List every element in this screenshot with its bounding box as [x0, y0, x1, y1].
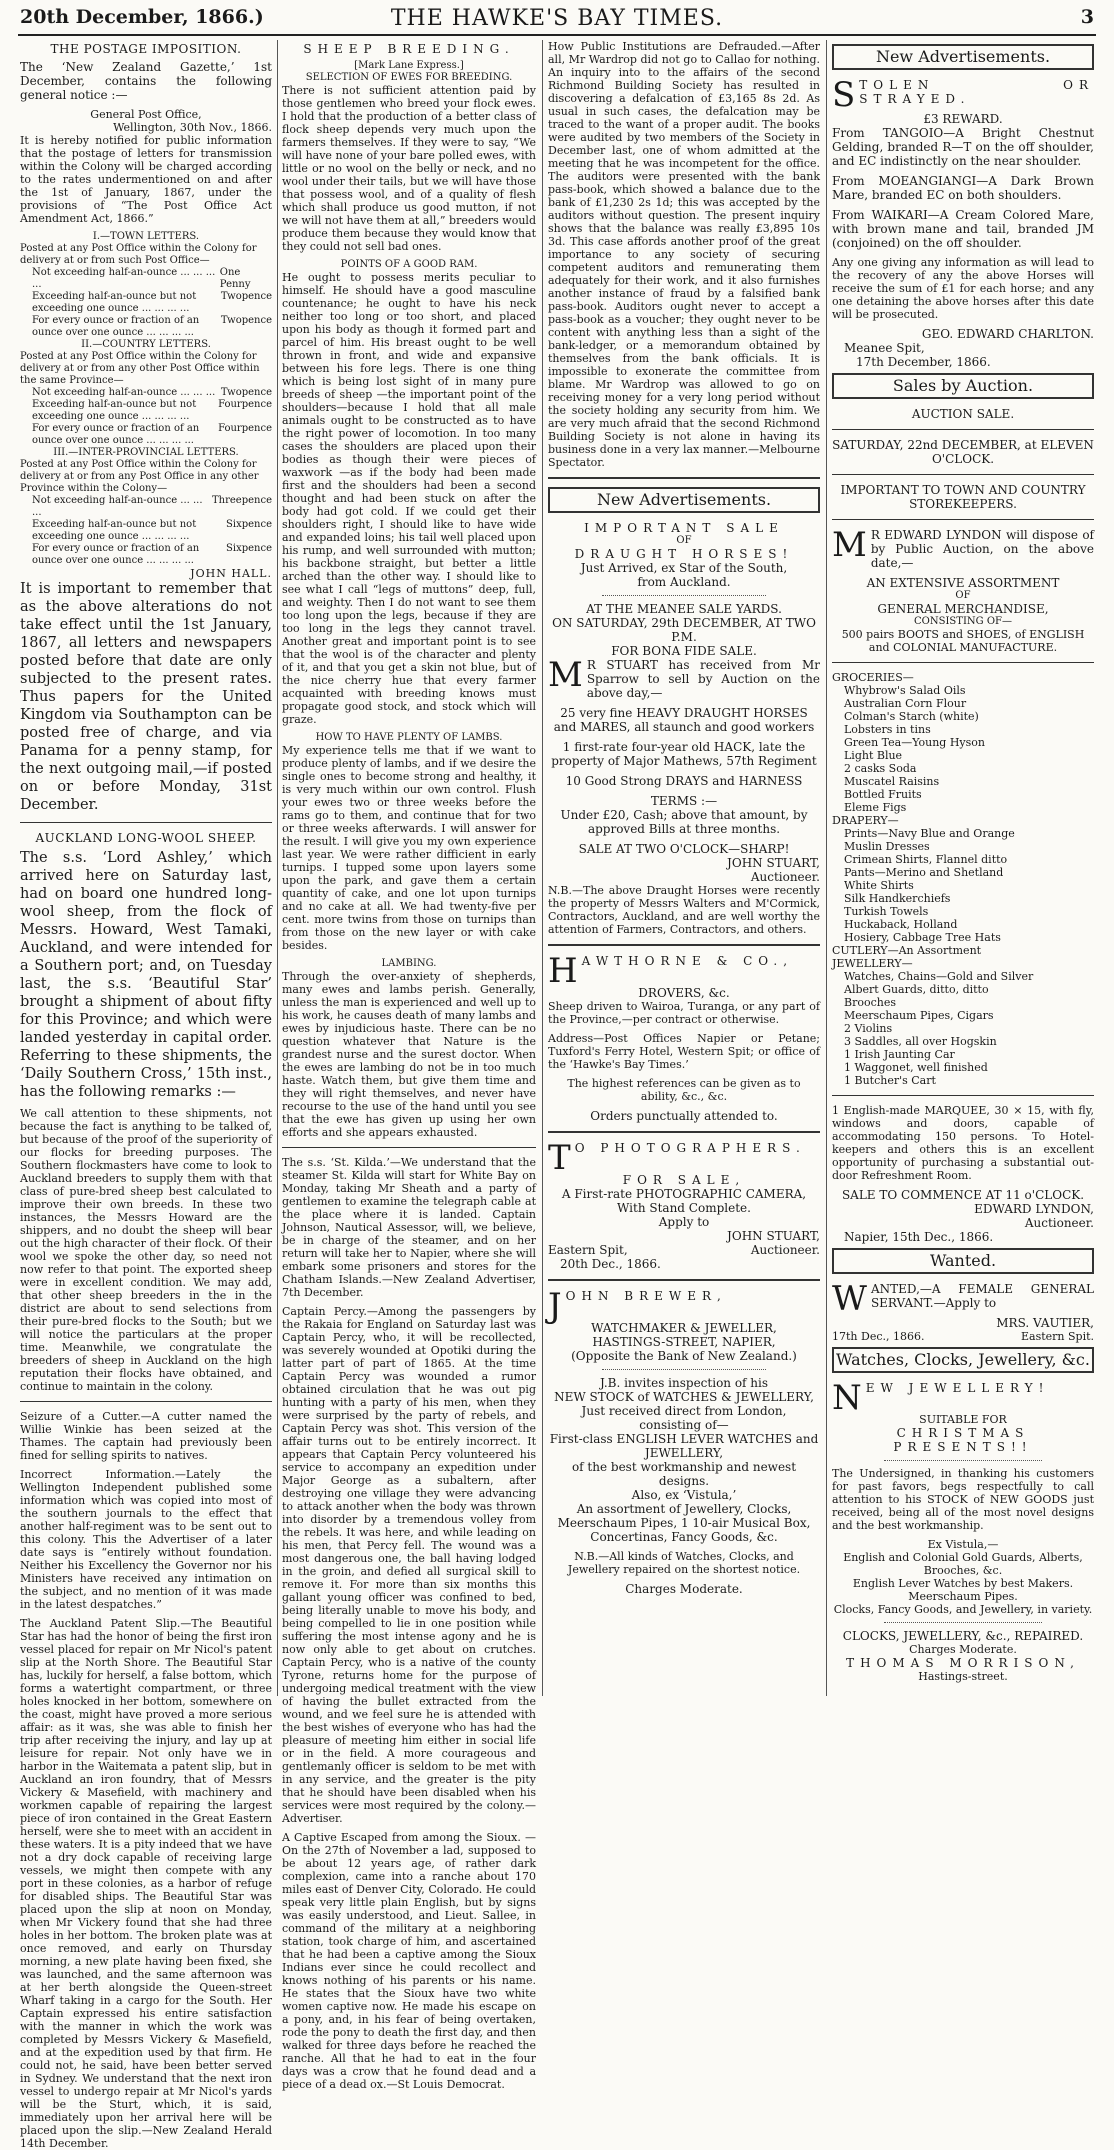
rate-price: Fourpence: [218, 423, 272, 434]
article-heading: AUCKLAND LONG-WOOL SHEEP.: [35, 831, 257, 845]
ad-text: Just received direct from London,: [581, 1404, 787, 1418]
ad-title: DRAUGHT HORSES!: [574, 547, 794, 561]
rate-row: [20, 399, 272, 423]
article-subheading: HOW TO HAVE PLENTY OF LAMBS.: [315, 732, 503, 743]
ad-text: AT THE MEANEE SALE YARDS.: [586, 602, 782, 616]
column-2: [282, 40, 536, 2091]
drop-cap: S: [832, 75, 856, 115]
ad-title: O PHOTOGRAPHERS.: [574, 1141, 806, 1155]
list-item: Crimean Shirts, Flannel ditto: [844, 853, 1008, 866]
ad-text: FOR SALE,: [622, 1173, 746, 1187]
ad-text: Sheep driven to Wairoa, Turanga, or any part of the Province,—per contract or otherwise.: [548, 1000, 820, 1026]
list-item: Watches, Chains—Gold and Silver: [844, 970, 1034, 983]
list-item: Eleme Figs: [844, 801, 907, 814]
newspaper-title: THE HAWKE'S BAY TIMES.: [390, 6, 724, 31]
column-3: [548, 40, 820, 1696]
divider: [884, 1460, 1041, 1461]
ad-signature: THOMAS MORRISON,: [846, 1656, 1080, 1670]
column-divider: [277, 40, 278, 1696]
advertisement-wanted: [832, 1279, 1094, 1343]
rate-label: For every ounce or fraction of an ounce over one ounce ... ... ... ...: [32, 543, 200, 566]
ad-text: The Undersigned, in thanking his customers for past favors, begs respectfully to call attention to his STOCK of NEW GOODS just received, being all of the most novel designs and the best workmanship.: [832, 1467, 1094, 1532]
notice-office: General Post Office,: [90, 108, 202, 121]
list-item: Hosiery, Cabbage Tree Hats: [844, 931, 1001, 944]
section-heading: New Advertisements.: [832, 44, 1094, 70]
ad-text: Clocks, Fancy Goods, and Jewellery, in variety.: [833, 1603, 1093, 1616]
ad-text: of the best workmanship and newest designs.: [571, 1460, 797, 1488]
rate-row: [20, 423, 272, 447]
drop-cap: M: [832, 525, 867, 565]
rate-row: [20, 267, 272, 291]
ad-text: Eastern Spit,: [548, 1243, 628, 1257]
article-paragraph: He ought to possess merits peculiar to himself. He should have a good masculine countenance; he ought to have his neck neither too long or too short, and placed upon his body as though it formed part and parcel of him. His breast ought to be well thrown in front, and wide and expansive between his fore legs. There is one thing which is being lost sight of in many pure breeds of sheep —the important point of the shoulders—because I hold that all male animals ought to be constructed as to have the right power of locomotion. In too many cases the shoulders are placed upon their bodies as though their were pieces of waxwork —as if the body had been made first and the shoulders had been a second thought and had been stuck on after the body had got cold. If we could get their shoulders right, I should like to have wide and expanded loins; his tail well placed upon his rump, and well surrounded with mutton; his backbone straight, but better a little arched than the other way. I should like to see what I call “legs of muttons” deep, full, and weighty. Then I do not want to see them too long upon the legs, because if they are too long in the legs they cannot travel. Another great and important point is to see that the wool is of the character and plenty of it, and that you get a skin not blue, but of the nice cherry hue that every farmer acquainted with breeding knows must propagate good stock, and stock which will graze.: [282, 271, 536, 726]
article-paragraph: It is important to remember that as the above alterations do not take effect until the 1st January, 1867, all letters and newspapers posted before that date are only subjected to the present rates. Thus papers for the United Kingdom via Southampton can be posted free of charge, and via Panama for a penny stamp, for the next outgoing mail,—if posted on or before Monday, 31st December.: [20, 581, 272, 813]
column-divider: [542, 40, 543, 1696]
advertisement-photographers: [548, 1138, 820, 1271]
rate-row: [20, 315, 272, 339]
ad-text: IMPORTANT TO TOWN AND COUNTRY STOREKEEPERS.: [840, 483, 1086, 511]
ad-item: 25 very fine HEAVY DRAUGHT HORSES and MARES, all staunch and good workers: [553, 706, 815, 734]
ad-text: First-class ENGLISH LEVER WATCHES and JEWELLERY,: [549, 1432, 819, 1460]
article-source: [Mark Lane Express.]: [354, 60, 464, 71]
jewellery-list: [832, 970, 1094, 1087]
ad-signature: EDWARD LYNDON,: [974, 1202, 1094, 1216]
article-paragraph: Through the over-anxiety of shepherds, many ewes and lambs perish. Generally, unless the man is experienced and well up to his work, he causes death of many lambs and ewes by injudicious haste. There can be no question whatever that Nature is the grandest nurse and the surest doctor. When the ewes are lambing do not be in too much haste. Watch them, but give them time and they will right themselves, and never have recourse to the use of the hand until you see that the ewe has given up using her own efforts and she appears exhausted.: [282, 970, 536, 1139]
divider: [884, 1622, 1041, 1623]
section-heading: Watches, Clocks, Jewellery, &c.: [832, 1347, 1094, 1373]
rate-text: Posted at any Post Office within the Colony for delivery at or from any Post Office in any other Province within the Colony—: [20, 459, 259, 494]
ad-text: J.B. invites inspection of his: [599, 1376, 769, 1390]
list-item: 2 Violins: [844, 1022, 893, 1035]
ad-text: N.B.—The above Draught Horses were recently the property of Messrs Walters and M'Cormick, Contractors, Auckland, and are well worthy the attention of Farmers, Contractors, and others.: [548, 884, 820, 936]
ad-date: 17th December, 1866.: [856, 355, 991, 369]
rate-label: For every ounce or fraction of an ounce over one ounce ... ... ... ...: [32, 423, 200, 446]
ad-text: HASTINGS-STREET, NAPIER,: [592, 1335, 776, 1349]
article-heading: SHEEP BREEDING.: [303, 42, 515, 56]
ad-text: R STUART has received from Mr Sparrow to sell by Auction on the above day,—: [586, 658, 820, 700]
drop-cap: T: [548, 1138, 571, 1178]
advertisement-drovers: [548, 951, 820, 1123]
ad-text: The highest references can be given as to ability, &c., &c.: [567, 1077, 801, 1103]
drop-cap: N: [832, 1378, 862, 1418]
ad-text: R EDWARD LYNDON will dispose of by Public Auction, on the above date,—: [870, 528, 1094, 570]
ad-text: English and Colonial Gold Guards, Alberts, Brooches, &c.: [843, 1551, 1083, 1577]
ad-title: GENERAL MERCHANDISE,: [877, 602, 1049, 616]
list-item: 1 Irish Jaunting Car: [844, 1048, 955, 1061]
masthead: [0, 6, 1114, 36]
ad-signature: MRS. VAUTIER,: [996, 1316, 1094, 1330]
ad-text: FOR BONA FIDE SALE.: [611, 644, 757, 658]
issue-date: 20th December, 1866.): [20, 6, 264, 28]
ad-text: Ex Vistula,—: [927, 1538, 999, 1551]
rate-list: [20, 267, 272, 339]
ad-text: From WAIKARI—A Cream Colored Mare, with brown mane and tail, branded JM (conjoined) on the off shoulder.: [832, 208, 1094, 250]
ad-signature: JOHN STUART,: [727, 1229, 820, 1243]
article-paragraph: My experience tells me that if we want to produce plenty of lambs, and if we desire the single ones to become strong and healthy, it is very much within our own control. Flush your ewes two or three weeks before the rams go to them, and continue that for two or three weeks afterwards. I will answer for the result. I will give you my own experience last year. We were rather difficient in early turnips. I tupped some upon layers some upon the park, and gave them a certain quantity of cake, and one lot upon turnips and no cake at all. We had twenty-five per cent. more twins from those on turnips than from those on the new layer or with cake besides.: [282, 744, 536, 952]
list-item: 2 casks Soda: [844, 762, 917, 775]
rate-row: [20, 543, 272, 567]
rate-list: [20, 387, 272, 447]
ad-date: Napier, 15th Dec., 1866.: [844, 1230, 994, 1244]
section-heading: Sales by Auction.: [832, 373, 1094, 399]
ad-text: from Auckland.: [637, 575, 731, 589]
advertisement-stolen: [832, 75, 1094, 369]
rate-price: Sixpence: [226, 543, 272, 554]
rate-label: Not exceeding half-an-ounce ... ... ... ...: [32, 267, 216, 290]
list-item: 1 Butcher's Cart: [844, 1074, 936, 1087]
ad-title: IMPORTANT SALE: [584, 521, 784, 535]
ad-item: 10 Good Strong DRAYS and HARNESS: [565, 774, 803, 788]
ad-title: OHN BREWER,: [565, 1289, 727, 1303]
ad-text: Orders punctually attended to.: [590, 1109, 778, 1123]
ad-text: A First-rate PHOTOGRAPHIC CAMERA,: [561, 1187, 807, 1201]
article-subheading: POINTS OF A GOOD RAM.: [340, 259, 478, 270]
rate-row: [20, 519, 272, 543]
list-item: Muscatel Raisins: [844, 775, 940, 788]
ad-text: Also, ex ‘Vistula,’: [631, 1488, 737, 1502]
divider: [20, 822, 272, 823]
list-item: 3 Saddles, all over Hogskin: [844, 1035, 997, 1048]
ad-text: OF: [676, 535, 692, 546]
ad-text: WATCHMAKER & JEWELLER,: [591, 1321, 777, 1335]
ad-text: Eastern Spit.: [1020, 1330, 1094, 1343]
list-heading: GROCERIES—: [832, 671, 914, 684]
list-heading: CUTLERY—An Assortment: [832, 944, 982, 957]
list-item: Brooches: [844, 996, 896, 1009]
notice-body: It is hereby notified for public information that the postage of letters for transmission within the Colony will be charged according to the rates undermentioned on and after the 1st of January, 1867, under the provisions of “The Post Office Act Amendment Act, 1866.”: [20, 134, 272, 225]
ad-text: (Opposite the Bank of New Zealand.): [571, 1349, 797, 1363]
divider: [548, 944, 820, 946]
drapery-list: [832, 827, 1094, 944]
page-number: 3: [1080, 6, 1094, 28]
ad-text: NEW STOCK of WATCHES & JEWELLERY,: [554, 1390, 814, 1404]
advertisement-auction: [832, 407, 1094, 1244]
ad-text: Meanee Spit,: [844, 341, 925, 355]
article-paragraph: There is not sufficient attention paid by those gentlemen who breed your flock ewes. I hold that the production of a better class of flock sheep depends very much upon the farmers themselves. If they were to say, “We will have none of your bare polled ewes, with little or no wool on the belly or neck, and no wool under their tails, but we will have those that possess wool, and of a quality of flesh which shall produce us good mutton, if not we will not have them at all,” breeders would produce them because they would know that they could not sell bad ones.: [282, 84, 536, 253]
column-divider: [826, 40, 827, 1696]
ad-signature: Auctioneer.: [750, 1243, 820, 1257]
divider: [832, 429, 1094, 430]
ad-text: CONSISTING OF—: [914, 616, 1012, 627]
divider: [548, 1279, 820, 1281]
ad-text: Under £20, Cash; above that amount, by approved Bills at three months.: [560, 808, 808, 836]
article-heading: THE POSTAGE IMPOSITION.: [50, 42, 242, 56]
list-item: Prints—Navy Blue and Orange: [844, 827, 1015, 840]
ad-text: Hastings-street.: [918, 1670, 1008, 1683]
ad-signature: GEO. EDWARD CHARLTON.: [921, 327, 1094, 341]
divider: [832, 519, 1094, 520]
ad-title: TOLEN OR STRAYED.: [859, 78, 1094, 106]
rate-row: [20, 495, 272, 519]
ad-text: English Lever Watches by best Makers.: [852, 1577, 1074, 1590]
ad-text: Charges Moderate.: [909, 1643, 1017, 1656]
advertisement-watchmaker: [548, 1286, 820, 1596]
ad-text: Charges Moderate.: [625, 1582, 743, 1596]
ad-title: AWTHORNE & CO.,: [581, 954, 794, 968]
divider: [20, 1401, 272, 1402]
ad-text: TERMS :—: [650, 794, 718, 808]
article-subheading: LAMBING.: [381, 958, 437, 969]
rate-price: Threepence: [211, 495, 272, 506]
ad-text: SUITABLE FOR: [919, 1413, 1007, 1426]
rate-label: Exceeding half-an-ounce but not exceeding one ounce ... ... ... ...: [32, 519, 197, 542]
column-1: [20, 40, 272, 2150]
ad-title: CHRISTMAS PRESENTS!!: [893, 1426, 1033, 1454]
ad-text: From MOEANGIANGI—A Dark Brown Mare, branded EC on both shoulders.: [832, 174, 1094, 202]
rate-price: Sixpence: [226, 519, 272, 530]
ad-title: AN EXTENSIVE ASSORTMENT: [866, 576, 1060, 590]
ad-text: 1 English-made MARQUEE, 30 × 15, with fly, windows and doors, capable of accommodating 150 persons. To Hotel-keepers and others this is an excellent opportunity of purchasing a substantial out-door Refreshment Room.: [832, 1104, 1094, 1182]
list-heading: DRAPERY—: [832, 814, 899, 827]
ad-text: With Stand Complete.: [617, 1201, 751, 1215]
ad-signature: Auctioneer.: [750, 870, 820, 884]
article-paragraph: The s.s. ‘Lord Ashley,’ which arrived here on Saturday last, had on board one hundred long-wool sheep, from the flock of Messrs. Howard, West Tamaki, Auckland, and were intended for a Southern port; and, on Tuesday last, the s.s. ‘Beautiful Star’ brought a shipment of about fifty for this Province; and which were landed yesterday in capital order. Referring to these shipments, the ‘Daily Southern Cross,’ 15th inst., has the following remarks :—: [20, 850, 272, 1100]
ad-text: Apply to: [658, 1215, 710, 1229]
rate-label: Exceeding half-an-ounce but not exceeding one ounce ... ... ... ...: [32, 291, 197, 314]
rate-price: Fourpence: [218, 399, 272, 410]
divider: [282, 1147, 536, 1148]
ad-text: consisting of—: [639, 1418, 729, 1432]
list-item: White Shirts: [844, 879, 914, 892]
ad-text: SATURDAY, 22nd DECEMBER, at ELEVEN O'CLOCK.: [832, 438, 1094, 466]
list-item: Huckaback, Holland: [844, 918, 958, 931]
advertisement-draught-horses: [548, 521, 820, 936]
list-item: Turkish Towels: [844, 905, 929, 918]
divider: [832, 474, 1094, 475]
article-paragraph: The ‘New Zealand Gazette,’ 1st December, contains the following general notice :—: [20, 60, 272, 102]
list-item: Muslin Dresses: [844, 840, 930, 853]
advertisement-jewellery: [832, 1378, 1094, 1683]
divider: [602, 595, 765, 596]
rate-price: Twopence: [220, 315, 272, 326]
divider: [548, 477, 820, 479]
ad-text: Meerschaum Pipes.: [908, 1590, 1018, 1603]
list-item: Lobsters in tins: [844, 723, 931, 736]
article-paragraph: The Auckland Patent Slip.—The Beautiful Star has had the honor of being the first iron vessel placed for repair on Mr Nicol's patent slip at the North Shore. The Beautiful Star has, luckily for herself, a false bottom, which forms a watertight compartment, or three holes knocked in her bottom, somewhere on the coast, might have proved a more serious affair: as it was, she was able to finish her trip after receiving the injury, and lay up at leisure for repair. Not only have we in harbor in the Waitemata a patent slip, but in Auckland an iron foundry, that of Messrs Vickery & Masefield, with machinery and workmen capable of repairing the largest piece of iron contained in the Great Eastern herself, were she to meet with an accident in these waters. It is a pity indeed that we have not a dry dock capable of receiving large vessels, we might then compete with any port in these colonies, as a harbor of refuge for disabled ships. The Beautiful Star was placed upon the slip at noon on Monday, when Mr Vickery found that she had three holes in her bottom. The broken plate was at once removed, and early on Thursday morning, a new plate having been fixed, she was launched, and the same afternoon was at her berth alongside the Queen-street Wharf taking in a cargo for the South. Her Captain expressed his entire satisfaction with the manner in which the work was completed by Messrs Vickery & Masefield, and at the expedition used by that firm. He could not, he said, have been better served in Sydney. We understand that the next iron vessel to undergo repair at Mr Nicol's yards will be the Sturt, which, it is said, immediately upon her arrival here will be placed upon the slip.—New Zealand Herald 14th December.: [20, 1617, 272, 2150]
ad-text: SALE AT TWO O'CLOCK—SHARP!: [578, 842, 790, 856]
ad-date: 20th Dec., 1866.: [560, 1257, 661, 1271]
rate-text: Posted at any Post Office within the Colony for delivery at or from any other Post Office within the same Province—: [20, 351, 260, 386]
drop-cap: J: [548, 1286, 562, 1326]
article-paragraph: The s.s. ‘St. Kilda.’—We understand that the steamer St. Kilda will start for White Bay on Monday, taking Mr Sheath and a party of gentlemen to examine the telegraph cable at the place where it is landed. Captain Johnson, Nautical Assessor, will, we believe, be in charge of the steamer, and on her return will take her to Napier, where she will embark some prisoners and stores for the Chatham Islands.—New Zealand Advertiser, 7th December.: [282, 1156, 536, 1299]
rate-label: For every ounce or fraction of an ounce over one ounce ... ... ... ...: [32, 315, 200, 338]
ad-text: SALE TO COMMENCE AT 11 o'CLOCK.: [841, 1188, 1085, 1202]
rate-row: [20, 291, 272, 315]
list-item: 1 Waggonet, well finished: [844, 1061, 988, 1074]
list-item: Meerschaum Pipes, Cigars: [844, 1009, 994, 1022]
ad-text: N.B.—All kinds of Watches, Clocks, and Jewellery repaired on the shortest notice.: [567, 1550, 801, 1576]
drop-cap: H: [548, 951, 578, 991]
article-paragraph: Seizure of a Cutter.—A cutter named the Willie Winkie has been seized at the Thames. The captain had previously been fined for selling spirits to natives.: [20, 1410, 272, 1462]
article-paragraph: We call attention to these shipments, not because the fact is anything to be talked of, but because of the proof of the superiority of our flocks for breeding purposes. The Southern flockmasters have come to look to Auckland breeders to supply them with that class of pure-bred sheep best calculated to improve their own breeds. In these two instances, the Messrs Howard are the shippers, and no doubt the sheep will bear out the high character of their flock. Of their wool we spoke the other day, so need not now refer to that point. The exported sheep were in excellent condition. We may add, that other sheep breeders in the in the district are about to send selections from their pure-bred flocks to the South; but we will notice the particulars at the proper time. Meanwhile, we congratulate the breeders of sheep in Auckland on the high reputation their flocks have obtained, and continue to maintain in the colony.: [20, 1107, 272, 1393]
rate-text: Posted at any Post Office within the Colony for delivery at or from such Post Office—: [20, 243, 257, 266]
ad-title: EW JEWELLERY!: [865, 1381, 1050, 1395]
rate-price: Twopence: [220, 291, 272, 302]
article-paragraph: Captain Percy.—Among the passengers by the Rakaia for England on Saturday last was Captain Percy, who, it will be recollected, was severely wounded at Opotiki during the latter part of part of 1865. At the time Captain Percy was wounded a rumor obtained circulation that he was out pig hunting with a party of his men, when they were surprised by the party of rebels, and Captain Percy was shot. This version of the affair turns out to be entirely incorrect. It appears that Captain Percy volunteered his service to accompany an expedition under Major George as a subaltern, after destroying one village they were advancing to attack another when the body was thrown into disorder by a tremendous volley from the rebels. It was here, and while leading on his men, that Percy fell. The wound was a most dangerous one, the ball having lodged in the groin, and defied all surgical skill to remove it. For more than six months this gallant young officer was confined to bed, being literally unable to move his body, and being compelled to lie in one position while suffering the most intense agony and he is now only able to get about on crutches. Captain Percy, who is a native of the county Tyrone, returns home for the purpose of undergoing medical treatment with the view of having the bullet extracted from the wound, and we feel sure he is attended with the best wishes of everyone who has had the pleasure of meeting him either in social life or in the field. A more courageous and gentlemanly officer is seldom to be met with in any service, and the greater is the pity that he should have been disabled when his services were most required by the colony.—Advertiser.: [282, 1305, 536, 1825]
rate-label: Not exceeding half-an-ounce ... ... ...: [32, 387, 216, 398]
divider: [548, 1131, 820, 1133]
drop-cap: W: [832, 1279, 867, 1319]
ad-text: Any one giving any information as will lead to the recovery of any the above Horses will receive the sum of £1 for each horse; and any one detaining the above horses after this date will be prosecuted.: [832, 256, 1094, 321]
ad-text: 500 pairs BOOTS and SHOES, of ENGLISH and COLONIAL MANUFACTURE.: [841, 628, 1085, 654]
article-paragraph: Incorrect Information.—Lately the Wellington Independent published some information which was copied into most of the southern journals to the effect that another half-regiment was to be sent out to this colony. This the Advertiser of a later date says is “entirely without foundation. Neither his Excellency the Governor nor his Ministers have received any intimation on the subject, and no mention of it was made in the latest despatches.”: [20, 1468, 272, 1611]
ad-title: AUCTION SALE.: [911, 407, 1015, 421]
drop-cap: M: [548, 655, 583, 695]
list-item: Whybrow's Salad Oils: [844, 684, 966, 697]
groceries-list: [832, 684, 1094, 814]
list-item: Albert Guards, ditto, ditto: [844, 983, 989, 996]
ad-signature: JOHN STUART,: [727, 856, 820, 870]
divider: [602, 1369, 765, 1370]
article-subheading: SELECTION OF EWES FOR BREEDING.: [305, 72, 513, 83]
column-4: [832, 40, 1094, 1696]
rate-heading: II.—COUNTRY LETTERS.: [81, 339, 211, 350]
divider: [832, 662, 1094, 663]
ad-text: £3 REWARD.: [923, 112, 1003, 126]
rate-list: [20, 495, 272, 567]
ad-text: Just Arrived, ex Star of the South,: [580, 561, 788, 575]
section-heading: Wanted.: [832, 1248, 1094, 1274]
notice-place: Wellington, 30th Nov., 1866.: [113, 121, 272, 134]
rate-price: Twopence: [220, 387, 272, 398]
section-heading: New Advertisements.: [548, 487, 820, 513]
list-item: Colman's Starch (white): [844, 710, 979, 723]
masthead-rule: [18, 34, 1096, 36]
rate-row: [20, 387, 272, 399]
rate-label: Not exceeding half-an-ounce ... ... ...: [32, 495, 203, 518]
rate-heading: I.—TOWN LETTERS.: [92, 231, 200, 242]
list-item: Green Tea—Young Hyson: [844, 736, 985, 749]
ad-item: 1 first-rate four-year old HACK, late the property of Major Mathews, 57th Regiment: [551, 740, 817, 768]
rate-price: One Penny: [219, 267, 251, 290]
ad-text: From TANGOIO—A Bright Chestnut Gelding, branded R—T on the off shoulder, and EC indistinctly on the near shoulder.: [832, 126, 1094, 168]
ad-text: An assortment of Jewellery, Clocks, Meerschaum Pipes, 1 10-air Musical Box, Concertinas, Fancy Goods, &c.: [557, 1502, 811, 1544]
rate-label: Exceeding half-an-ounce but not exceeding one ounce ... ... ... ...: [32, 399, 197, 422]
ad-text: OF: [955, 590, 971, 601]
list-item: Australian Corn Flour: [844, 697, 967, 710]
list-item: Silk Handkerchiefs: [844, 892, 951, 905]
ad-date: 17th Dec., 1866.: [832, 1330, 925, 1343]
list-item: Bottled Fruits: [844, 788, 922, 801]
list-item: Pants—Merino and Shetland: [844, 866, 1004, 879]
ad-text: DROVERS, &c.: [638, 986, 730, 1000]
list-heading: JEWELLERY—: [832, 957, 913, 970]
article-paragraph: How Public Institutions are Defrauded.—After all, Mr Wardrop did not go to Callao for nothing. An inquiry into to the affairs of the second Richmond Building Society has resulted in discovering a defalcation of £3,165 8s 2d. As usual in such cases, the defalcation may be traced to the want of a proper audit. The books were audited by two members of the Society in December last, one of whom admitted at the meeting that he was incompetent for the office. The auditors were presented with the bank pass-book, which showed a balance due to the bank of £1,230 2s 1d; this was accepted by the auditors without question. The present inquiry shows that the balance was really £3,895 10s 3d. This case affords another proof of the great importance to any society of securing competent auditors and remunerating them adequately for their work, and it also furnishes another instance of fraud by a falsified bank pass-book. Auditors ought never to accept a pass-book as a voucher; they ought never to be content with anything less than a sight of the bank-ledger, or a memorandum obtained by themselves from the bank officials. It is impossible to exonerate the committee from blame. Mr Wardrop was allowed to go on receiving money for a very long period without the society holding any security from him. We are very much afraid that the second Richmond Building Society is not alone in having its business done in a very lax manner.—Melbourne Spectator.: [548, 40, 820, 469]
ad-text: ANTED,—A FEMALE GENERAL SERVANT.—Apply to: [870, 1282, 1094, 1310]
list-item: Light Blue: [844, 749, 903, 762]
ad-text: CLOCKS, JEWELLERY, &c., REPAIRED.: [842, 1629, 1084, 1643]
notice-signature: JOHN HALL.: [190, 567, 272, 580]
divider: [832, 1095, 1094, 1096]
ad-signature: Auctioneer.: [1024, 1216, 1094, 1230]
article-paragraph: A Captive Escaped from among the Sioux. —On the 27th of November a lad, supposed to be about 12 years age, of rather dark complexion, came into a ranche about 170 miles east of Denver City, Colorado. He could speak very little plain English, but by signs was easily understood, and Lieut. Sallee, in command of the military at a neighboring station, took charge of him, and ascertained that he had been a captive among the Sioux Indians ever since he could recollect and knows nothing of his parents or his name. He states that the Sioux have two white women captive now. He made his escape on a pony, and, in his fear of being overtaken, rode the pony to death the first day, and then walked for three days before he reached the ranche. All that he had to eat in the four days was a crow that he found dead and a piece of a dead ox.—St Louis Democrat.: [282, 1831, 536, 2091]
ad-text: Address—Post Offices Napier or Petane; Tuxford's Ferry Hotel, Western Spit; or office of the ‘Hawke's Bay Times.’: [548, 1032, 820, 1071]
ad-text: ON SATURDAY, 29th DECEMBER, AT TWO P.M.: [552, 616, 816, 644]
rate-heading: III.—INTER-PROVINCIAL LETTERS.: [53, 447, 239, 458]
